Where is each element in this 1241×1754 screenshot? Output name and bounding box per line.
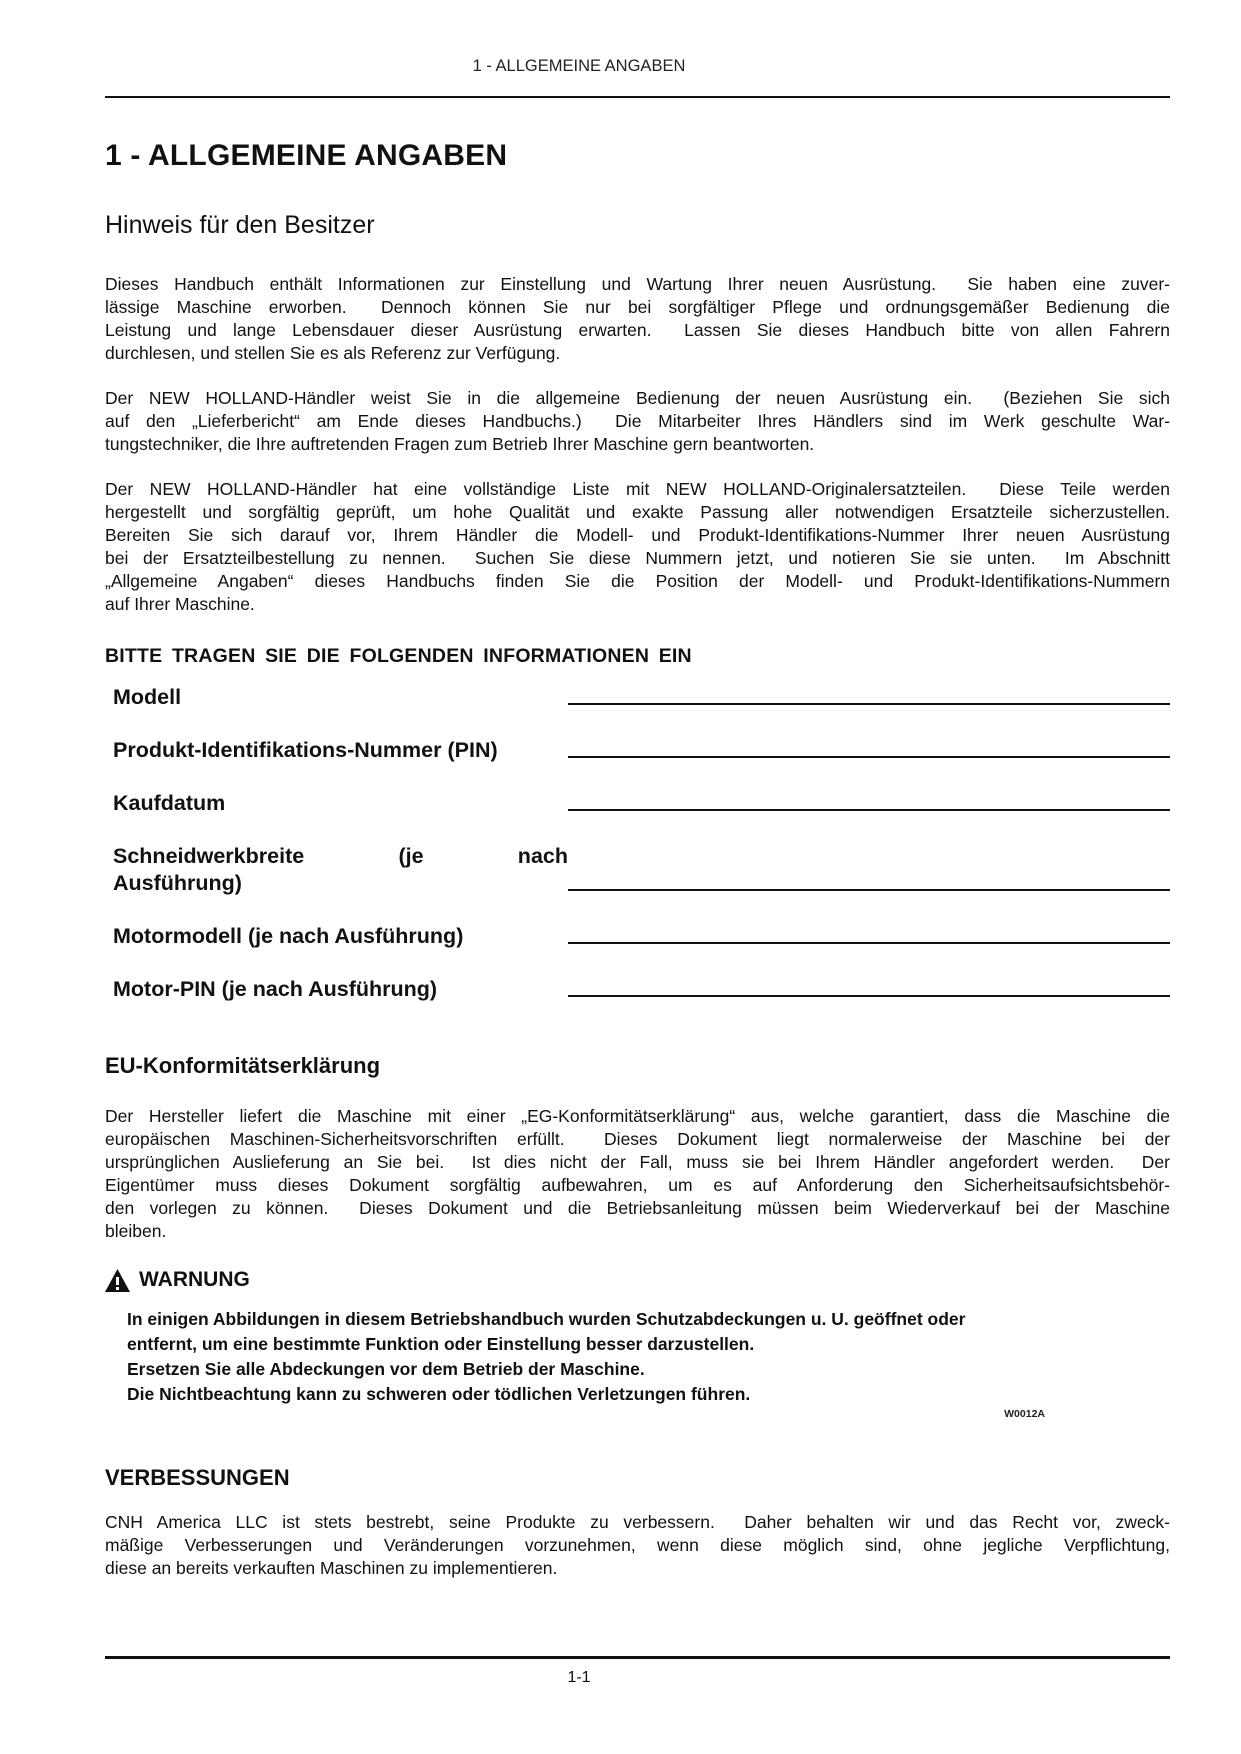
form-field-label bbox=[113, 737, 568, 764]
form-field-blank-line bbox=[568, 995, 1170, 997]
text-line: hergestellt und sorgfältig geprüft, um hohe Qualität und exakte Passung aller notwendigen Ersatzteile sicherzustellen. bbox=[105, 502, 1170, 522]
text-line: Ausführung) bbox=[113, 871, 242, 895]
text-line: Der NEW HOLLAND-Händler hat eine vollständige Liste mit NEW HOLLAND-Originalersatzteilen. Diese Teile werden bbox=[105, 479, 1170, 499]
text-line: „Allgemeine Angaben“ dieses Handbuchs finden Sie die Position der Modell- und Produkt-Identifikations-Nummern bbox=[105, 571, 1170, 591]
form-field-label bbox=[113, 790, 568, 817]
text-line: auf den „Lieferbericht“ am Ende dieses Handbuchs.) Die Mitarbeiter Ihres Händlers sind im Werk geschulte War- bbox=[105, 411, 1170, 431]
text-line: diese an bereits verkauften Maschinen zu implementieren. bbox=[105, 1558, 558, 1578]
footer-rule bbox=[105, 1656, 1170, 1659]
page-footer bbox=[105, 1656, 1170, 1687]
form-field-row bbox=[105, 790, 1170, 817]
text-line: Produkt-Identifikations-Nummer (PIN) bbox=[113, 738, 498, 762]
page-number: 1-1 bbox=[567, 1669, 591, 1686]
text-line: auf Ihrer Maschine. bbox=[105, 594, 255, 614]
text-line: ursprünglichen Auslieferung an Sie bei. Ist dies nicht der Fall, muss sie bei Ihrem Händler angefordert werden. Der bbox=[105, 1152, 1170, 1172]
info-form-fields bbox=[105, 684, 1170, 1003]
text-line: Der Hersteller liefert die Maschine mit einer „EG-Konformitätserklärung“ aus, welche garantiert, dass die Maschine die bbox=[105, 1106, 1170, 1126]
text-line: Kaufdatum bbox=[113, 791, 226, 815]
text-line: Eigentümer muss dieses Dokument sorgfältig aufbewahren, um es auf Anforderung den Sicherheitsaufsichtsbehör- bbox=[105, 1175, 1170, 1195]
text-line: Ersetzen Sie alle Abdeckungen vor dem Betrieb der Maschine. bbox=[127, 1359, 645, 1379]
text-line: bei der Ersatzteilbestellung zu nennen. Suchen Sie diese Nummern jetzt, und notieren Sie sie unten. Im Abschnitt bbox=[105, 548, 1170, 568]
text-line: entfernt, um eine bestimmte Funktion oder Einstellung besser darzustellen. bbox=[127, 1334, 755, 1354]
running-head: 1 - ALLGEMEINE ANGABEN bbox=[472, 57, 686, 75]
owner-note-paragraph-3 bbox=[105, 478, 1170, 616]
text-line: europäischen Maschinen-Sicherheitsvorschriften erfüllt. Dieses Dokument liegt normalerweise der Maschine bei der bbox=[105, 1129, 1170, 1149]
form-field-label bbox=[113, 843, 568, 897]
form-field-blank-line bbox=[568, 889, 1170, 891]
page-content bbox=[105, 0, 1170, 1580]
eu-declaration-heading: EU-Konformitätserklärung bbox=[105, 1053, 381, 1078]
owner-note-paragraph-1 bbox=[105, 273, 1170, 365]
text-line: tungstechniker, die Ihre auftretenden Fragen zum Betrieb Ihrer Maschine gern beantworten. bbox=[105, 434, 815, 454]
form-field-row bbox=[105, 976, 1170, 1003]
warning-block bbox=[105, 1267, 1170, 1421]
form-field-row bbox=[105, 843, 1170, 897]
form-field-row bbox=[105, 737, 1170, 764]
text-line: Modell bbox=[113, 685, 182, 709]
warning-code: W0012A bbox=[1004, 1408, 1045, 1420]
text-line: Leistung und lange Lebensdauer dieser Ausrüstung erwarten. Lassen Sie dieses Handbuch bitte von allen Fahrern bbox=[105, 320, 1170, 340]
text-line: den vorlegen zu können. Dieses Dokument und die Betriebsanleitung müssen beim Wiederverkauf bei der Maschine bbox=[105, 1198, 1170, 1218]
chapter-title: 1 - ALLGEMEINE ANGABEN bbox=[105, 139, 508, 172]
improvements-heading: VERBESSUNGEN bbox=[105, 1465, 290, 1490]
owner-note-heading: Hinweis für den Besitzer bbox=[105, 211, 375, 239]
warning-title-row bbox=[105, 1267, 1170, 1293]
form-field-label bbox=[113, 684, 568, 711]
text-line: Motor-PIN (je nach Ausführung) bbox=[113, 977, 438, 1001]
text-line: Der NEW HOLLAND-Händler weist Sie in die allgemeine Bedienung der neuen Ausrüstung ein. (Beziehen Sie sich bbox=[105, 388, 1170, 408]
text-line: Dieses Handbuch enthält Informationen zur Einstellung und Wartung Ihrer neuen Ausrüstung. Sie haben eine zuver- bbox=[105, 274, 1170, 294]
form-field-blank-line bbox=[568, 942, 1170, 944]
form-field-row bbox=[105, 684, 1170, 711]
form-field-row bbox=[105, 923, 1170, 950]
form-field-blank-line bbox=[568, 756, 1170, 758]
text-line: durchlesen, und stellen Sie es als Referenz zur Verfügung. bbox=[105, 343, 561, 363]
text-line: mäßige Verbesserungen und Veränderungen vorzunehmen, wenn diese möglich sind, ohne jegliche Verpflichtung, bbox=[105, 1535, 1170, 1555]
warning-body bbox=[127, 1307, 1045, 1407]
info-form-heading: BITTE TRAGEN SIE DIE FOLGENDEN INFORMATIONEN EIN bbox=[105, 645, 692, 667]
text-line: Bereiten Sie sich darauf vor, Ihrem Händler die Modell- und Produkt-Identifikations-Nummer Ihrer neuen Ausrüstung bbox=[105, 525, 1170, 545]
text-line: lässige Maschine erworben. Dennoch können Sie nur bei sorgfältiger Pflege und ordnungsgemäßer Bedienung die bbox=[105, 297, 1170, 317]
text-line: Die Nichtbeachtung kann zu schweren oder tödlichen Verletzungen führen. bbox=[127, 1384, 751, 1404]
warning-title: WARNUNG bbox=[139, 1268, 250, 1291]
text-line: Schneidwerkbreite (je nach bbox=[113, 844, 568, 868]
text-line: Motormodell (je nach Ausführung) bbox=[113, 924, 464, 948]
improvements-paragraph bbox=[105, 1511, 1170, 1580]
text-line: In einigen Abbildungen in diesem Betriebshandbuch wurden Schutzabdeckungen u. U. geöffnet oder bbox=[127, 1309, 966, 1329]
warning-triangle-icon bbox=[105, 1269, 130, 1292]
owner-note-paragraph-2 bbox=[105, 387, 1170, 456]
eu-declaration-paragraph bbox=[105, 1105, 1170, 1243]
text-line: bleiben. bbox=[105, 1221, 167, 1241]
form-field-label bbox=[113, 923, 568, 950]
text-line: CNH America LLC ist stets bestrebt, seine Produkte zu verbessern. Daher behalten wir und das Recht vor, zweck- bbox=[105, 1512, 1170, 1532]
form-field-blank-line bbox=[568, 809, 1170, 811]
header-rule bbox=[105, 96, 1170, 98]
form-field-blank-line bbox=[568, 703, 1170, 705]
form-field-label bbox=[113, 976, 568, 1003]
